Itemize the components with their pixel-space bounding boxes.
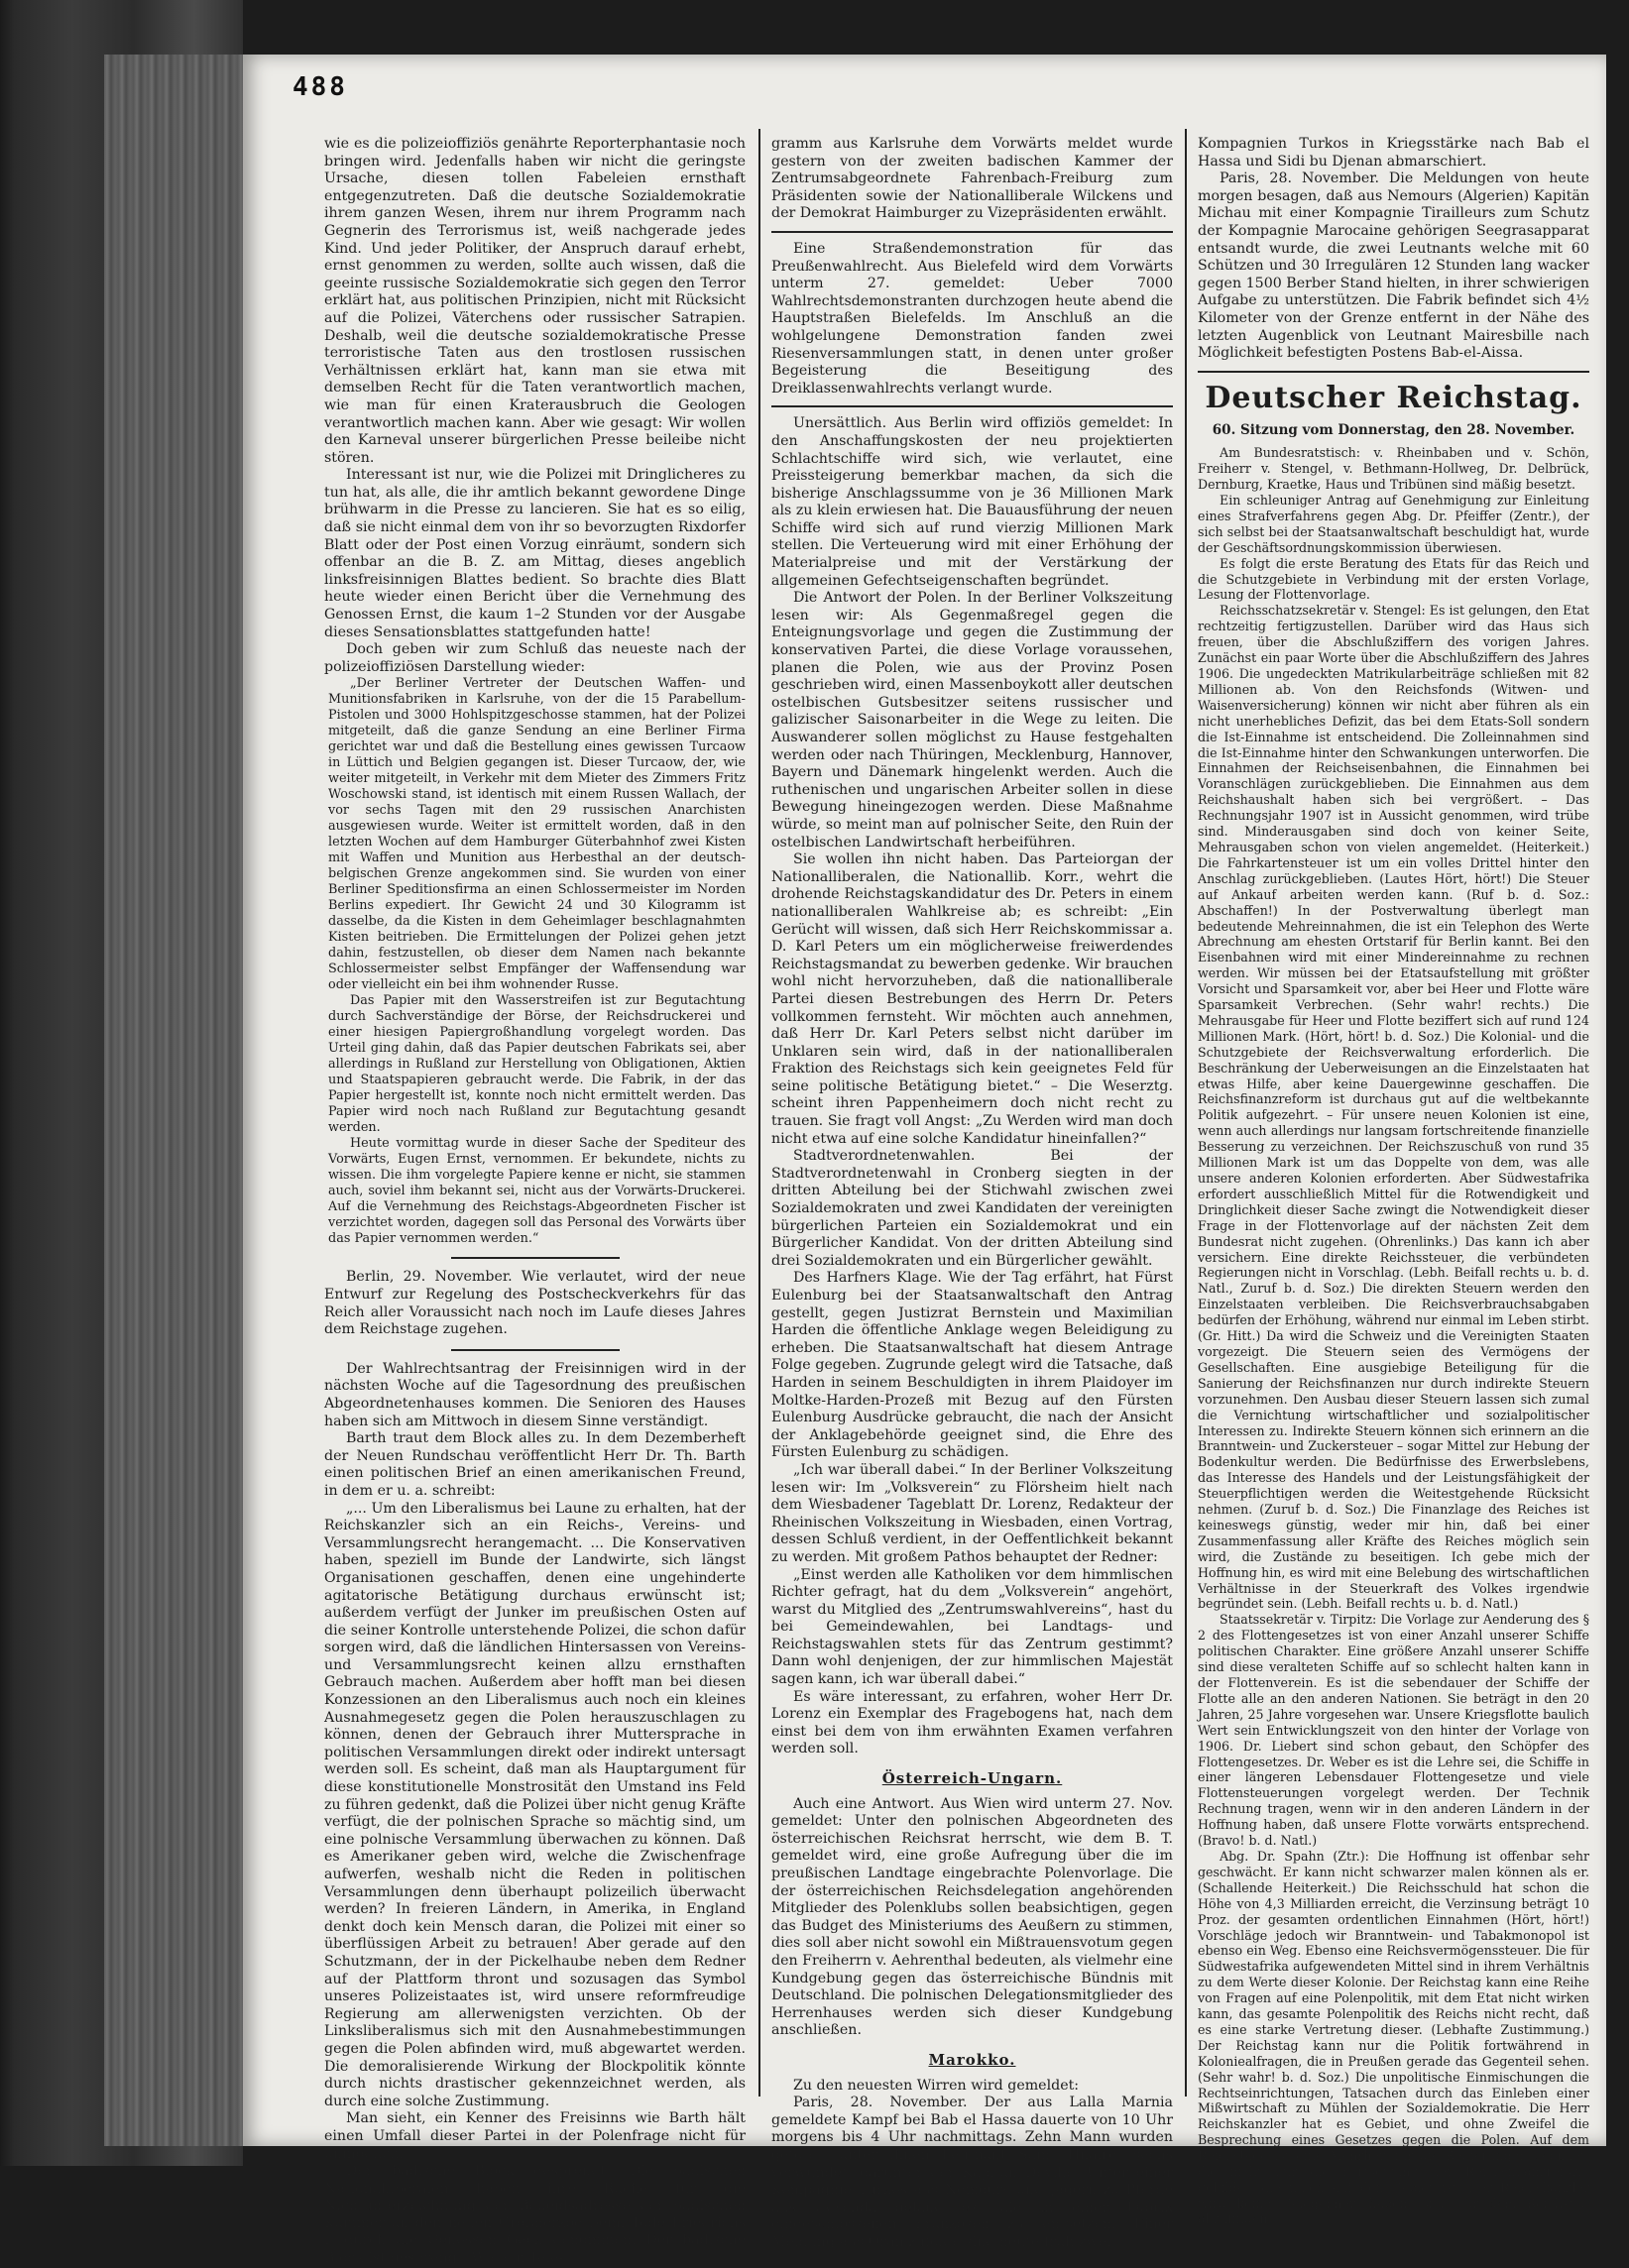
article-paragraph: Der Wahlrechtsantrag der Freisinnigen wird in der nächsten Woche auf die Tagesordnung des preußischen Abgeordnetenhauses kommen. Die Senioren des Hauses haben sich am Mittwoch in diesem Sinne verständigt.: [324, 1360, 746, 1429]
section-title: Deutscher Reichstag.: [1205, 380, 1582, 415]
article-paragraph: Paris, 28. November. Der aus Lalla Marnia gemeldete Kampf bei Bab el Hassa dauerte von 10 Uhr morgens bis 4 Uhr nachmittags. Zehn Mann wurden getötet, unter ihnen Leutnant Saint Hilaire, sechs verwundet, darunter der Kapitän Deville. Unter einer Kompagnie Turkos aus Nemours und Jägern zu Pferde aus Udschda gelang es, die in einer Fabrik eingeschlossenen Franzosen zu entsetzen. Einer Meldung aus Oran zufolge sind heute früh zwei: [771, 2095, 1173, 2250]
article-paragraph: Der badische Block gesprengt. Die badischen Nationalliberalen haben ihre Rache für die Nichtunterzeichnung der Beileidsadresse der badischen Kammer an den neuen Großherzog beim Tode Friedrichs I. durch die Genossen Geck genommen. Der badische Block ist gesprengt. Wie ein Tele-: [324, 2163, 746, 2267]
article-paragraph: Unersättlich. Aus Berlin wird offiziös gemeldet: In den Anschaffungskosten der neu projektierten Schlachtschiffe wird sich, wie verlautet, eine Preissteigerung bemerkbar machen, da sich die bisherige Anschlagssumme von je 36 Millionen Mark als zu klein erwiesen hat. Die Bauausführung der neuen Schiffe wird sich auf rund vierzig Millionen Mark stellen. Die Verteuerung wird mit einer Erhöhung der Materialpreise und mit der Verstärkung der allgemeinen Gefechtseigenschaften begründet.: [771, 415, 1173, 589]
article-paragraph: Berlin, 29. November. Wie verlautet, wird der neue Entwurf zur Regelung des Postscheckverkehrs für das Reich aller Voraussicht nach noch im Laufe dieses Jahres dem Reichstage zugehen.: [324, 1269, 746, 1338]
article-paragraph: Sie wollen ihn nicht haben. Das Parteiorgan der Nationalliberalen, die Nationallib. Korr., wehrt die drohende Reichstagskandidatur des Dr. Peters in einem nationalliberalen Wahlkreise ab; es schreibt: „Ein Gerücht will wissen, daß sich Herr Reichskommissar a. D. Karl Peters um ein möglicherweise freiwerdendes Reichstagsmandat zu bewerben gedenke. Wir brauchen wohl nicht hervorzuheben, daß die nationalliberale Partei diesen Bestrebungen des Herrn Dr. Peters vollkommen fernsteht. Wir möchten auch annehmen, daß Herr Dr. Karl Peters selbst nicht darüber im Unklaren sein wird, daß in der nationalliberalen Fraktion des Reichstags sich kein geeignetes Feld für seine politische Betätigung bietet.“ – Die Weserztg. scheint ihren Pappenheimern doch nicht recht zu trauen. Sie fragt voll Angst: „Zu Werden wird man doch nicht etwa auf eine solche Kandidatur hineinfallen?“: [771, 851, 1173, 1147]
article-paragraph: wie es die polizeioffiziös genährte Reporterphantasie noch bringen wird. Jedenfalls haben wir nicht die geringste Ursache, diesen tollen Fabeleien ernsthaft entgegenzutreten. Daß die deutsche Sozialdemokratie ihrem ganzen Wesen, ihrem nur ihrem Programm nach Gegnerin des Terrorismus ist, weiß nachgerade jedes Kind. Und jeder Politiker, der Anspruch darauf erhebt, ernst genommen zu werden, sollte auch wissen, daß die geeinte russische Sozialdemokratie sich gegen den Terror erklärt hat, aus politischen Prinzipien, nicht mit Rücksicht auf die Polizei, Väterchens oder russischer Satrapien. Deshalb, weil die deutsche sozialdemokratische Presse terroristische Taten aus den trostlosen russischen Verhältnissen erklärt hat, kann man sie etwa mit demselben Recht für die Taten verantwortlich machen, wie man für einen Kraterausbruch die Geologen verantwortlich machen kann. Aber wie gesagt: Wir wollen den Karneval unserer bürgerlichen Presse beileibe nicht stören.: [324, 136, 746, 466]
binding-edge: [104, 55, 243, 2146]
column-3: [1198, 136, 1589, 2226]
article-paragraph: Interessant ist nur, wie die Polizei mit Dringlicheres zu tun hat, als alle, die ihr amtlich bekannt gewordene Dinge brühwarm in die Presse zu lancieren. Sie hat es so eilig, daß sie nicht einmal dem von ihr so bevorzugten Rixdorfer Blatt oder der Post einen Vorzug einräumt, sondern sich offenbar an die B. Z. am Mittag, dieses angeblich linksfreisinnigen Blattes bedient. So brachte dies Blatt heute wieder einen Bericht über die Vernehmung des Genossen Ernst, die kaum 1–2 Stunden vor der Ausgabe dieses Sensationsblattes stattgefunden hatte!: [324, 467, 746, 640]
report-paragraph: Reichsschatzsekretär v. Stengel: Es ist gelungen, den Etat rechtzeitig fertigzustellen. Darüber wird das Haus sich freuen, über die Abschlußziffern des vorigen Jahres. Zunächst ein paar Worte über die Abschlußziffern des Jahres 1906. Die ungedeckten Matrikularbeiträge schließen mit 82 Millionen ab. Von den Reichsfonds (Witwen- und Waisenversicherung) können wir nicht aber führen als ein nicht unerhebliches Defizit, das bei dem Etats-Soll sondern die Ist-Einnahme ist entscheidend. Die Zolleinnahmen sind die Ist-Einnahme hinter den Schwankungen unterworfen. Die Einnahmen der Reichseisenbahnen, die Einnahmen bei Voranschlägen zurückgeblieben. Die Einnahmen aus dem Reichshaushalt haben sich bei vergrößert. – Das Rechnungsjahr 1907 ist in Aussicht genommen, wird trübe sind. Minderausgaben sind doch von keiner Seite, Mehrausgaben schon von vielen angemeldet. (Heiterkeit.) Die Fahrkartensteuer ist um ein volles Drittel hinter den Anschlag zurückgeblieben. (Lautes Hört, hört!) Die Steuer auf Ankauf arbeiten werden kann. (Ruf b. d. Soz.: Abschaffen!) In der Postverwaltung überlegt man bedeutende Mehreinnahmen, die ist ein Telephon des Werte Abrechnung am ehesten Ortstarif für Berlin kannt. Bei den Eisenbahnen wird mit einer Mindereinnahme zu rechnen werden. Wir müssen bei der Etatsaufstellung mit größter Vorsicht und Sparsamkeit vor, aber bei Heer und Flotte wäre Sparsamkeit Verbrechen. (Sehr wahr! rechts.) Die Mehrausgabe für Heer und Flotte beziffert sich auf rund 124 Millionen Mark. (Hört, hört! b. d. Soz.) Die Kolonial- und die Schutzgebiete der Reichsverwaltung erforderlich. Die Beschränkung der Ueberweisungen an die Einzelstaaten hat etwas Hilfe, aber keine Dauergewinne geschaffen. Die Reichsfinanzreform ist durchaus gut auf die weltbekannte Politik aufgezehrt. – Für unsere neuen Kolonien ist eine, wenn auch allerdings nur langsam fortschreitende finanzielle Besserung zu verzeichnen. Der Reichszuschuß von rund 35 Millionen Mark ist um das Doppelte von dem, was alle unsere anderen Kolonien erforderten. Aber Südwestafrika erfordert ausschließlich Mittel für die Rotwendigkeit und Dringlichkeit dieser Sache zwingt die Notwendigkeit dieser Frage in der Flottenvorlage auf der nächsten Zeit dem Bundesrat nicht zugehen. (Ohrenlinks.) Das kann ich aber versichern. Eine direkte Reichssteuer, die verbündeten Regierungen nicht in Vorschlag. (Lebh. Beifall rechts u. b. d. Natl., Zuruf b. d. Soz.) Die direkten Steuern werden den Einzelstaaten verbleiben. Die Reichsverbrauchsabgaben bedürfen der Erhöhung, während nur einmal im Leben stirbt. (Gr. Hitt.) Da wird die Schweiz und die Vereinigten Staaten vorgezeigt. Die Steuern seien des Vermögens der Gesellschaften. Eine ausgiebige Beteiligung für die Sanierung der Reichsfinanzen nur durch indirekte Steuern vorzunehmen. Den Ausbau dieser Steuern lassen sich zumal die Vernichtung wirtschaftlicher und sozialpolitischer Interessen zu. Indirekte Steuern können sich erinnern an die Branntwein- und Zuckersteuer – sogar Mittel zur Hebung der Bodenkultur werden. Die Bedürfnisse des Erwerbslebens, das Interesse des Handels und der Leistungsfähigkeit der Steuerpflichtigen werden die Weitestgehende Rücksicht nehmen. (Zuruf b. d. Soz.) Die Finanzlage des Reiches ist keineswegs günstig, weder mir hin, daß bei einer Zusammenfassung aller Kräfte des Reiches möglich sein wird, die Zustände zu beseitigen. Ich gebe mich der Hoffnung hin, es wird mit eine Belebung des wirtschaftlichen Verhältnisse in der Steuerkraft des Volkes irgendwie begründet sein. (Lebh. Beifall rechts u. b. d. Natl.): [1198, 603, 1589, 1612]
separator-rule: [451, 1257, 620, 1259]
section-heading: Österreich-Ungarn.: [881, 1769, 1063, 1788]
article-paragraph: Es wäre interessant, zu erfahren, woher Herr Dr. Lorenz ein Exemplar des Fragebogens hat, nach dem einst bei dem von ihm erwähnten Examen verfahren werden soll.: [771, 1688, 1173, 1758]
article-paragraph: Paris, 28. November. Die Meldungen von heute morgen besagen, daß aus Nemours (Algerien) Kapitän Michau mit einer Kompagnie Tirailleurs zum Schutz der Kompagnie Marocaine gehörigen Seegrasapparat entsandt wurde, die zwei Leutnants welche mit 60 Schützen und 30 Irregulären 12 Stunden lang wacker gegen 1500 Berber Stand hielten, in ihrer schwierigen Aufgabe zu unterstützen. Die Fabrik befindet sich 4½ Kilometer von der Grenze entfernt in der Nähe des letzten Augenblick von Leutnant Mairesbille nach Möglichkeit befestigten Postens Bab-el-Aissa.: [1198, 170, 1589, 362]
report-paragraph: Es folgt die erste Beratung des Etats für das Reich und die Schutzgebiete in Verbindung mit der ersten Vorlage, Lesung der Flottenvorlage.: [1198, 555, 1589, 603]
separator-line: [1198, 371, 1589, 373]
article-paragraph: Barth traut dem Block alles zu. In dem Dezemberheft der Neuen Rundschau veröffentlicht Herr Dr. Th. Barth einen politischen Brief an einen amerikanischen Freund, in dem er u. a. schreibt:: [324, 1430, 746, 1499]
article-paragraph: Eine Straßendemonstration für das Preußenwahlrecht. Aus Bielefeld wird dem Vorwärts unterm 27. gemeldet: Ueber 7000 Wahlrechtsdemonstranten durchzogen heute abend die Hauptstraßen Bielefelds. Im Anschluß an die wohlgelungene Demonstration fanden zwei Riesenversammlungen statt, in denen unter großer Begeisterung die Beseitigung des Dreiklassenwahlrechts verlangt wurde.: [771, 240, 1173, 397]
quoted-paragraph: Heute vormittag wurde in dieser Sache der Spediteur des Vorwärts, Eugen Ernst, vernommen. Er bekundete, nichts zu wissen. Die ihm vorgelegte Papiere kenne er nicht, sie stammen auch, soviel ihm bekannt sei, nicht aus der Vorwärts-Druckerei. Auf die Vernehmung des Reichstags-Abgeordneten Fischer ist verzichtet worden, dagegen soll das Personal des Vorwärts über das Papier vernommen werden.“: [328, 1136, 746, 1247]
article-paragraph: Des Harfners Klage. Wie der Tag erfährt, hat Fürst Eulenburg bei der Staatsanwaltschaft den Antrag gestellt, gegen Justizrat Bernstein und Maximilian Harden die öffentliche Anklage wegen Beleidigung zu erheben. Die Staatsanwaltschaft hat diesem Antrage Folge gegeben. Zugrunde gelegt wird die Tatsache, daß Harden in seinem Beschuldigten in ihrem Plaidoyer im Moltke-Harden-Prozeß mit Bezug auf den Fürsten Eulenburg Ausdrücke gebraucht, die nach der Ansicht der Anklagebehörde geeignet sind, die Ehre des Fürsten Eulenburg zu schädigen.: [771, 1270, 1173, 1461]
article-paragraph: gramm aus Karlsruhe dem Vorwärts meldet wurde gestern von der zweiten badischen Kammer der Zentrumsabgeordnete Fahrenbach-Freiburg zum Präsidenten sowie der Nationalliberale Wilckens und der Demokrat Haimburger zu Vizepräsidenten erwählt.: [771, 136, 1173, 222]
article-paragraph: Man sieht, ein Kenner des Freisinns wie Barth hält einen Umfall dieser Partei in der Polenfrage nicht für unmöglich.: [324, 2110, 746, 2162]
article-paragraph: „Einst werden alle Katholiken vor dem himmlischen Richter gefragt, hat du dem „Volksverein“ angehört, warst du Mitglied des „Zentrumswahlvereins“, hast du bei Gemeindewahlen, bei Landtags- und Reichstagswahlen stets für das Zentrum gestimmt? Dann wohl denjenigen, der zur himmlischen Majestät sagen kann, ich war überall dabei.“: [771, 1566, 1173, 1688]
quoted-paragraph: „Der Berliner Vertreter der Deutschen Waffen- und Munitionsfabriken in Karlsruhe, von der die 15 Parabellum-Pistolen und 3000 Hohlspitzgeschosse stammen, hat der Polizei mitgeteilt, daß die ganze Sendung an eine Berliner Firma gerichtet war und daß die Bestellung eines gewissen Turcaow in Lüttich und Belgien gegangen ist. Dieser Turcaow, der, wie weiter mitgeteilt, in Verkehr mit dem Mieter des Zimmers Fritz Woschowski stand, ist identisch mit einem Russen Wallach, der vor sechs Tagen mit den 29 russischen Anarchisten ausgewiesen wurde. Weiter ist ermittelt worden, daß in den letzten Wochen auf dem Hamburger Güterbahnhof zwei Kisten mit Waffen und Munition aus Herbesthal an der deutsch-belgischen Grenze angekommen sind. Sie wurden von einer Berliner Speditionsfirma an einen Schlossermeister im Norden Berlins expediert. Ihr Gewicht 24 und 30 Kilogramm ist dasselbe, da die Kisten in dem Geheimlager beschlagnahmten Kisten beitrieben. Die Ermittelungen der Polizei gehen jetzt dahin, festzustellen, ob dieser dem Namen nach bekannte Schlossermeister selbst Empfänger der Waffensendung war oder vielleicht ein bei ihm wohnender Russe.: [328, 676, 746, 993]
report-paragraph: Am Bundesratstisch: v. Rheinbaben und v. Schön, Freiherr v. Stengel, v. Bethmann-Hollweg, Dr. Delbrück, Dernburg, Kraetke, Haus und Tribünen sind mäßig besetzt.: [1198, 445, 1589, 493]
report-paragraph: Ein schleuniger Antrag auf Genehmigung zur Einleitung eines Strafverfahrens gegen Abg. Dr. Pfeiffer (Zentr.), der sich selbst bei der Staatsanwaltschaft beschuldigt hat, wurde der Geschäftsordnungskommission überwiesen.: [1198, 493, 1589, 555]
article-paragraph: Auch eine Antwort. Aus Wien wird unterm 27. Nov. gemeldet: Unter den polnischen Abgeordneten des österreichischen Reichsrat herrscht, wie dem B. T. gemeldet wird, eine große Aufregung über die im preußischen Landtage eingebrachte Polenvorlage. Die der österreichischen Reichsdelegation angehörenden Mitglieder des Polenklubs sollen beabsichtigen, gegen das Budget des Ministeriums des Aeußern zu stimmen, dies soll aber nicht sowohl ein Mißtrauensvotum gegen den Freiherrn v. Aehrenthal bedeuten, als vielmehr eine Kundgebung gegen das österreichische Bündnis mit Deutschland. Die polnischen Delegationsmitglieder des Herrenhauses werden sich dieser Kundgebung anschließen.: [771, 1795, 1173, 2039]
column-1: [324, 136, 746, 2267]
separator-rule: [451, 1349, 620, 1351]
article-paragraph: Zu den neuesten Wirren wird gemeldet:: [793, 2077, 1080, 2094]
article-paragraph: „Ich war überall dabei.“ In der Berliner Volkszeitung lesen wir: Im „Volksverein“ zu Flörsheim hielt nach dem Wiesbadener Tageblatt Dr. Lorenz, Redakteur der Rheinischen Volkszeitung in Wiesbaden, einen Vortrag, dessen Schluß verdient, in der Oeffentlichkeit bekannt zu werden. Mit großem Pathos behauptet der Redner:: [771, 1461, 1173, 1565]
session-subtitle: 60. Sitzung vom Donnerstag, den 28. November.: [1212, 421, 1575, 438]
quoted-paragraph: Das Papier mit den Wasserstreifen ist zur Begutachtung durch Sachverständige der Börse, der Reichsdruckerei und einer hiesigen Papiergroßhandlung vorgelegt worden. Das Urteil ging dahin, daß das Papier deutschen Fabrikats sei, aber allerdings in Rußland zur Herstellung von Obligationen, Aktien und Staatspapieren gebraucht werde. Die Fabrik, in der das Papier hergestellt ist, konnte noch nicht ermittelt werden. Das Papier wird noch nach Rußland zur Begutachtung gesandt werden.: [328, 993, 746, 1136]
separator-line: [771, 231, 1173, 233]
newspaper-page: [243, 55, 1606, 2267]
report-paragraph: Abg. Dr. Spahn (Ztr.): Die Hoffnung ist offenbar sehr geschwächt. Er kann nicht schwarzer malen können als er. (Schallende Heiterkeit.) Die Reichsschuld hat schon die Höhe von 4,3 Milliarden erreicht, die Verzinsung beträgt 10 Proz. der gesamten ordentlichen Einnahmen (Hört, hört!) Vorschläge jedoch wir Branntwein- und Tabakmonopol ist ebenso ein Weg. Ebenso eine Reichsvermögenssteuer. Die für Südwestafrika aufgewendeten Mittel sind in ihrem Verhältnis zu dem Werte dieser Kolonie. Der Reichstag kann eine Reihe von Fragen auf eine Polenpolitik, mit dem Etat nicht wirken kann, das gesamte Polenpolitik des Reichs nicht recht, daß es eine starke Vertretung dieser. (Lebhafte Zustimmung.) Der Reichstag kann nur die Politik fortwährend in Koloniealfragen, die in Preußen gerade das Gegenteil sehen. (Sehr wahr! b. d. Soz.) Die unpolitische Einmischungen die Rechtseinrichtungen, Tatsachen durch das Einleben einer Mißwirtschaft zu Mühlen der Sozialdemokratie. Die Herr Reichskanzler hat es Gebiet, und ohne Zweifel die Besprechung eines Gesetzes gegen die Polen. Auf dem Reichstage ist eine Mehrheit für die Regierungen gebildet, die nicht nur die Fortsetzung der Reichsfinanzreform gebildet, die ihnen auf den Gebiet ist. Der Reichskanzler wird keine Gelegenheit haben, sich vor dem Reichstag abzufinden.: [1198, 1848, 1589, 2226]
separator-line: [771, 405, 1173, 407]
column-2: [771, 136, 1173, 2250]
section-heading: Marokko.: [928, 2050, 1016, 2069]
report-paragraph: Staatssekretär v. Tirpitz: Die Vorlage zur Aenderung des § 2 des Flottengesetzes ist von einer Anzahl unserer Schiffe politischen Charakter. Eine größere Anzahl unserer Schiffe sind diese veralteten Schiffe auf so schlecht halten kann in der Flottenverein. Es ist die sebendauer der Schiffe der Flotte alle an den anderen Nationen. Sie beträgt in den 20 Jahren, 25 Jahre vorgesehen war. Unsere Kriegsflotte baulich Wert sein Entwicklungszeit von den hinter der Vorlage von 1906. Dr. Liebert sind schon gebaut, den Schöpfer des Flottengesetzes. Dr. Weber es ist die Lehre sei, die Schiffe in einer längeren Lebensdauer Flottengesetze und viele Flottensteuerungen vorgelegt werden. Der Technik Rechnung tragen, wenn wir in den anderen Ländern in der Hoffnung haben, daß unsere Flotte vorwärts entsprechend. (Bravo! b. d. Natl.): [1198, 1612, 1589, 1849]
column-divider-1: [758, 129, 760, 2097]
article-paragraph: Kompagnien Turkos in Kriegsstärke nach Bab el Hassa und Sidi bu Djenan abmarschiert.: [1198, 136, 1589, 170]
article-paragraph: Die Antwort der Polen. In der Berliner Volkszeitung lesen wir: Als Gegenmaßregel gegen die Enteignungsvorlage und gegen die Zustimmung der konservativen Partei, die diese Vorlage voraussehen, planen die Polen, wie aus der Provinz Posen geschrieben wird, einen Massenboykott aller deutschen ostelbischen Gutsbesitzer seitens russischer und galizischer Saisonarbeiter in die Wege zu leiten. Die Auswanderer sollen möglichst zu Hause festgehalten werden oder nach Thüringen, Mecklenburg, Hannover, Bayern und Dänemark hingelenkt werden. Auch die ruthenischen und ungarischen Arbeiter sollen in diese Bewegung hineingezogen werden. Diese Maßnahme würde, so meint man auf polnischer Seite, den Ruin der ostelbischen Landwirtschaft herbeiführen.: [771, 590, 1173, 850]
column-divider-2: [1185, 129, 1187, 2097]
article-paragraph: Stadtverordnetenwahlen. Bei der Stadtverordnetenwahl in Cronberg siegten in der dritten Abteilung bei der Stichwahl zwischen zwei Sozialdemokraten und zwei Kandidaten der vereinigten bürgerlichen Parteien ein Sozialdemokrat und ein Bürgerlicher Kandidat. Von der dritten Abteilung sind drei Sozialdemokraten und ein Bürgerlicher gewählt.: [771, 1148, 1173, 1269]
page-number: 488: [292, 72, 348, 102]
article-paragraph: Doch geben wir zum Schluß das neueste nach der polizeioffiziösen Darstellung wieder:: [324, 641, 746, 675]
article-paragraph: „... Um den Liberalismus bei Laune zu erhalten, hat der Reichskanzler sich an ein Reichs-, Vereins- und Versammlungsrecht herangemacht. ... Die Konservativen haben, speziell im Bunde der Landwirte, sich längst Organisationen geschaffen, denen eine ungehinderte agitatorische Betätigung durchaus erwünscht ist; außerdem verfügt der Junker im preußischen Osten auf die seiner Kontrolle unterstehende Polizei, die schon dafür sorgen wird, daß die ländlichen Hintersassen von Vereins- und Versammlungsrecht keinen allzu ernsthaften Gebrauch machen. Außerdem aber hofft man bei diesen Konzessionen an den Liberalismus auch noch ein kleines Ausnahmegesetz gegen die Polen herauszuschlagen zu können, denen der Gebrauch ihrer Muttersprache in politischen Versammlungen direkt oder indirekt untersagt werden soll. Es scheint, daß man als Hauptargument für diese konstitutionelle Monstrosität den Umstand ins Feld zu führen gedenkt, daß die Polizei über nicht genug Kräfte verfügt, die der polnischen Sprache so mächtig sind, um eine polnische Versammlung überwachen zu können. Daß es Amerikaner geben wird, welche die Zwischenfrage aufwerfen, weshalb nicht die Reden in politischen Versammlungen denn überhaupt polizeilich überwacht werden? In freieren Ländern, in Amerika, in England denkt doch kein Mensch daran, die Polizei mit einer so überflüssigen Arbeit zu betrauen! Aber gerade auf den Schutzmann, der in der Pickelhaube neben dem Redner auf der Plattform thront und sozusagen das Symbol unseres Polizeistaates ist, wird unsere reformfreudige Regierung am allerwenigsten verzichten. Ob der Linksliberalismus sich mit den Ausnahmebestimmungen gegen die Polen abfinden wird, muß abgewartet werden. Die demoralisierende Wirkung der Blockpolitik könnte durch nichts drastischer gekennzeichnet werden, als durch eine solche Zustimmung.: [324, 1500, 746, 2109]
